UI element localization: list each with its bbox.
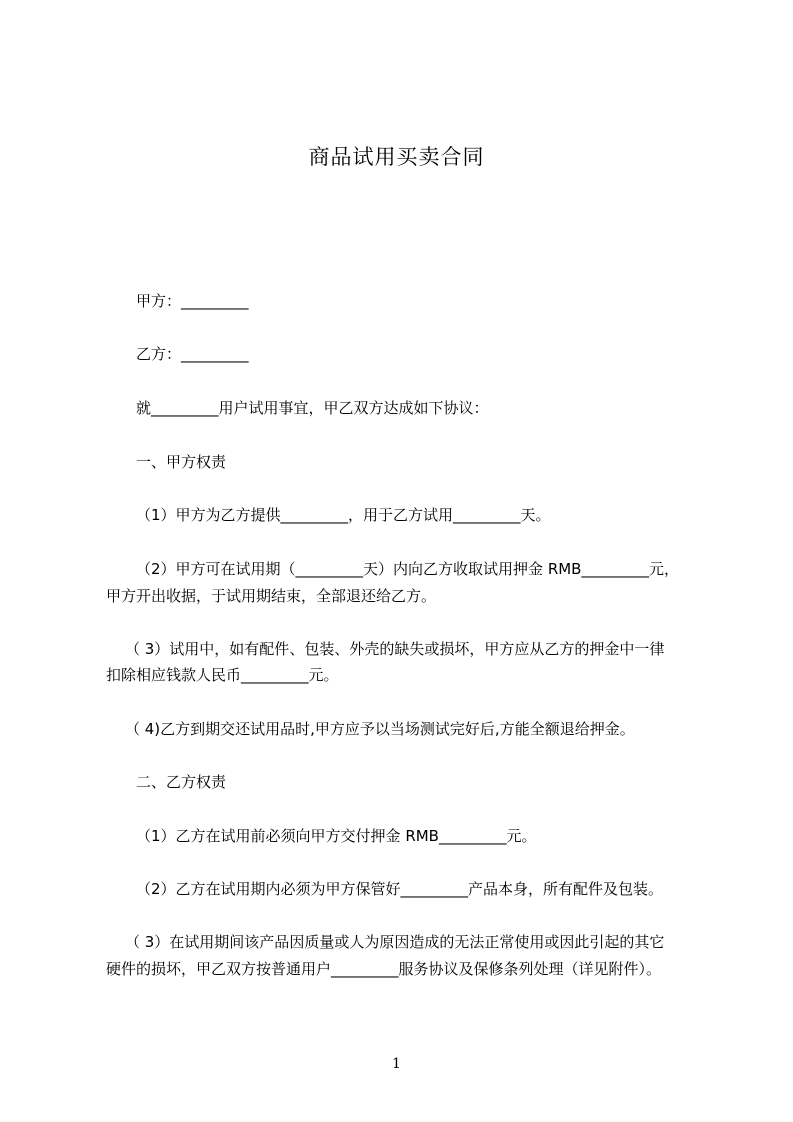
party-a-line: 甲方：_________ xyxy=(136,292,249,310)
clause-1-1: （1）甲方为乙方提供_________，用于乙方试用_________天。 xyxy=(136,506,551,524)
preamble-line: 就_________用户试用事宜，甲乙双方达成如下协议： xyxy=(136,399,489,417)
document-title: 商品试用买卖合同 xyxy=(308,145,485,169)
clause-1-2-line-2: 甲方开出收据，于试用期结束，全部退还给乙方。 xyxy=(106,587,437,605)
clause-2-3-line-1: （ 3）在试用期间该产品因质量或人为原因造成的无法正常使用或因此引起的其它 xyxy=(125,933,665,951)
section-two-heading: 二、乙方权责 xyxy=(136,773,227,791)
clause-2-3-line-2: 硬件的损坏，甲乙双方按普通用户_________服务协议及保修条列处理（详见附件）。 xyxy=(106,960,662,978)
party-b-line: 乙方：_________ xyxy=(136,345,249,363)
clause-2-1: （1）乙方在试用前必须向甲方交付押金 RMB_________元。 xyxy=(136,827,537,845)
clause-1-3-line-1: （ 3）试用中，如有配件、包装、外壳的缺失或损坏，甲方应从乙方的押金中一律 xyxy=(125,640,665,658)
clause-1-3-line-2: 扣除相应钱款人民币_________元。 xyxy=(106,666,339,684)
page-number: 1 xyxy=(392,1056,401,1072)
section-one-heading: 一、甲方权责 xyxy=(136,453,227,471)
clause-1-4: （ 4)乙方到期交还试用品时,甲方应予以当场测试完好后,方能全额退给押金。 xyxy=(125,720,635,738)
clause-2-2: （2）乙方在试用期内必须为甲方保管好_________产品本身，所有配件及包装。 xyxy=(136,880,664,898)
clause-1-2-line-1: （2）甲方可在试用期（_________天）内向乙方收取试用押金 RMB_________元， xyxy=(136,560,679,578)
